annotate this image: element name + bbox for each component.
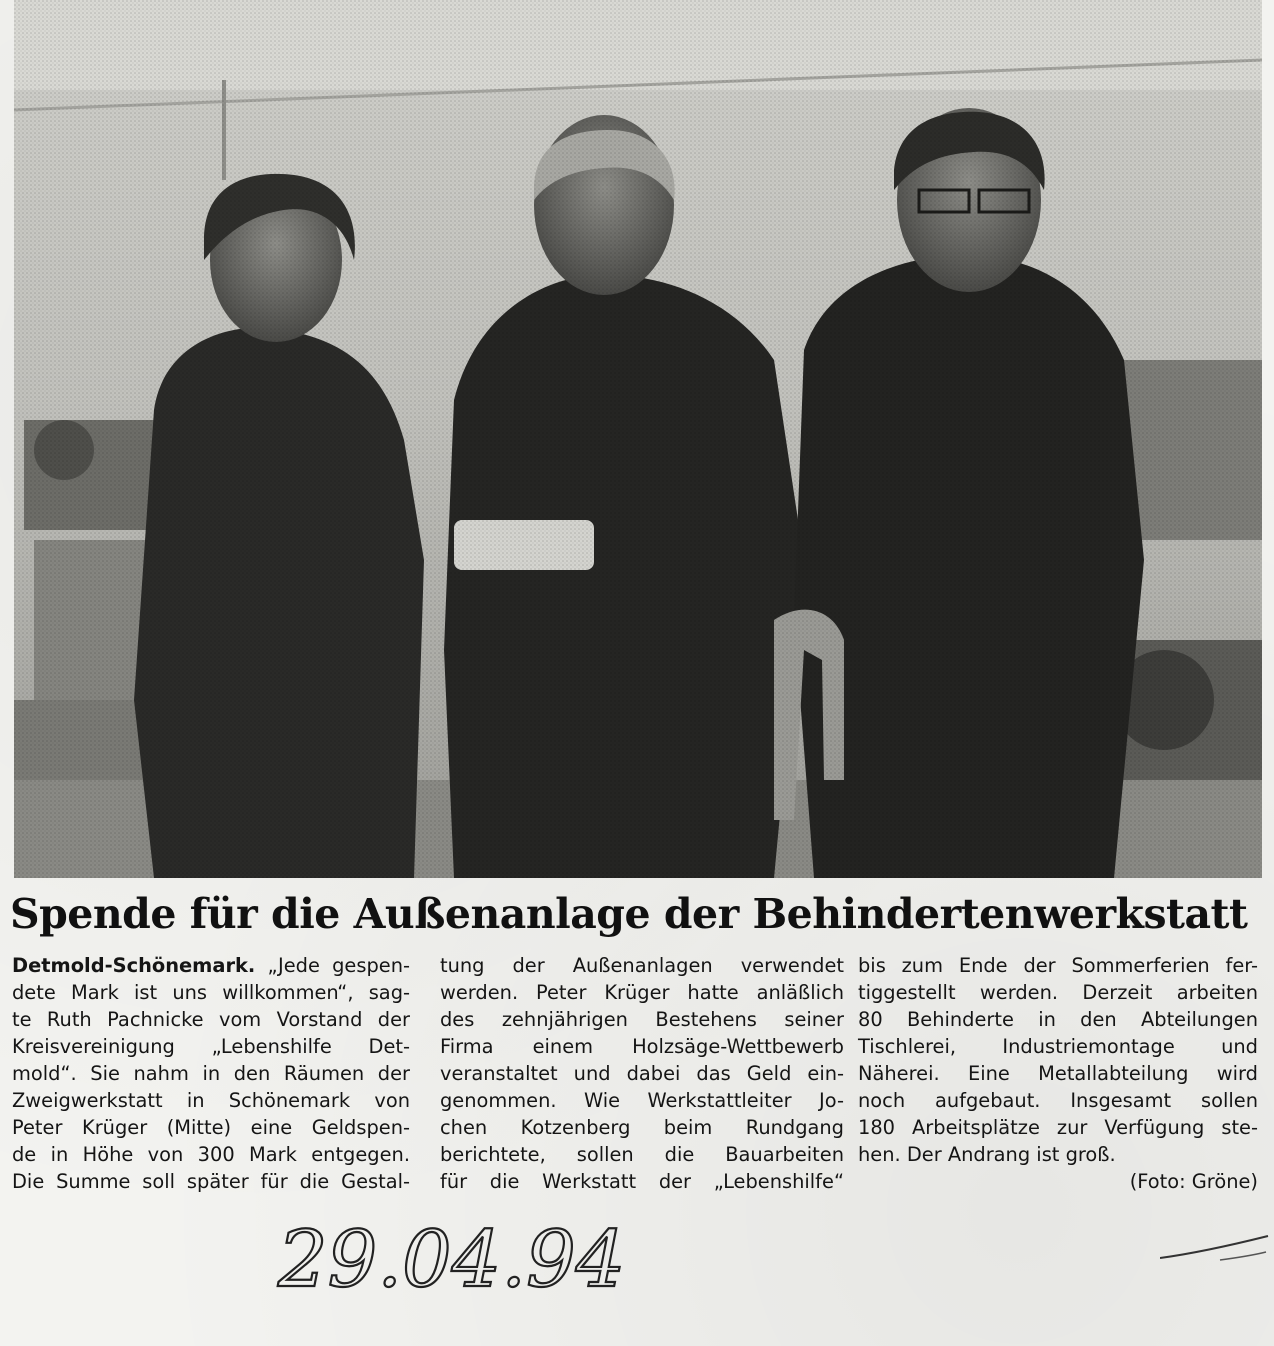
article-line (12, 952, 410, 979)
three-people-photo (14, 0, 1262, 878)
article-line: des zehnjährigen Bestehens seiner (440, 1008, 844, 1031)
article-line: Firma einem Holzsäge-Wettbewerb (440, 1035, 844, 1058)
article-line: 80 Behinderte in den Abteilungen (858, 1008, 1258, 1031)
article-line: Kreisvereinigung „Lebenshilfe Det- (12, 1035, 410, 1058)
handwritten-date-text: 29.04.94 (278, 1215, 626, 1305)
article-line: te Ruth Pachnicke vom Vorstand der (12, 1008, 410, 1031)
article-line: veranstaltet und dabei das Geld ein- (440, 1062, 844, 1085)
article-line: de in Höhe von 300 Mark entgegen. (12, 1143, 410, 1166)
article-photo (14, 0, 1262, 878)
article-line: Peter Krüger (Mitte) eine Geldspen- (12, 1116, 410, 1139)
article-line: Tischlerei, Industriemontage und (858, 1035, 1258, 1058)
photo-credit: (Foto: Gröne) (1129, 1170, 1258, 1193)
article-headline: Spende für die Außenanlage der Behindertenwerkstatt (10, 890, 1248, 938)
torn-edge-mark (1160, 1228, 1270, 1278)
article-line: Zweigwerkstatt in Schönemark von (12, 1089, 410, 1112)
article-line: berichtete, sollen die Bauarbeiten (440, 1143, 844, 1166)
article-line: bis zum Ende der Sommerferien fer- (858, 954, 1258, 977)
article-text: „Jede gespen- (267, 954, 410, 977)
article-line: Näherei. Eine Metallabteilung wird (858, 1062, 1258, 1085)
handwritten-date (268, 1208, 628, 1308)
article-column-1 (12, 952, 410, 1195)
article-line: dete Mark ist uns willkommen“, sag- (12, 981, 410, 1004)
article-column-3 (858, 952, 1258, 1195)
article-line: tung der Außenanlagen verwendet (440, 954, 844, 977)
article-line: für die Werkstatt der „Lebenshilfe“ (440, 1170, 844, 1193)
article-line: tiggestellt werden. Derzeit arbeiten (858, 981, 1258, 1004)
article-dateline: Detmold-Schönemark. (12, 954, 256, 977)
article-line: 180 Arbeitsplätze zur Verfügung ste- (858, 1116, 1258, 1139)
article-line: Die Summe soll später für die Gestal- (12, 1170, 410, 1193)
article-line: genommen. Wie Werkstattleiter Jo- (440, 1089, 844, 1112)
article-column-2 (440, 952, 844, 1195)
article-line: noch aufgebaut. Insgesamt sollen (858, 1089, 1258, 1112)
article-line: mold“. Sie nahm in den Räumen der (12, 1062, 410, 1085)
article-line: chen Kotzenberg beim Rundgang (440, 1116, 844, 1139)
article-line: werden. Peter Krüger hatte anläßlich (440, 981, 844, 1004)
article-line: hen. Der Andrang ist groß. (858, 1143, 1116, 1166)
article-body (12, 952, 1258, 1202)
